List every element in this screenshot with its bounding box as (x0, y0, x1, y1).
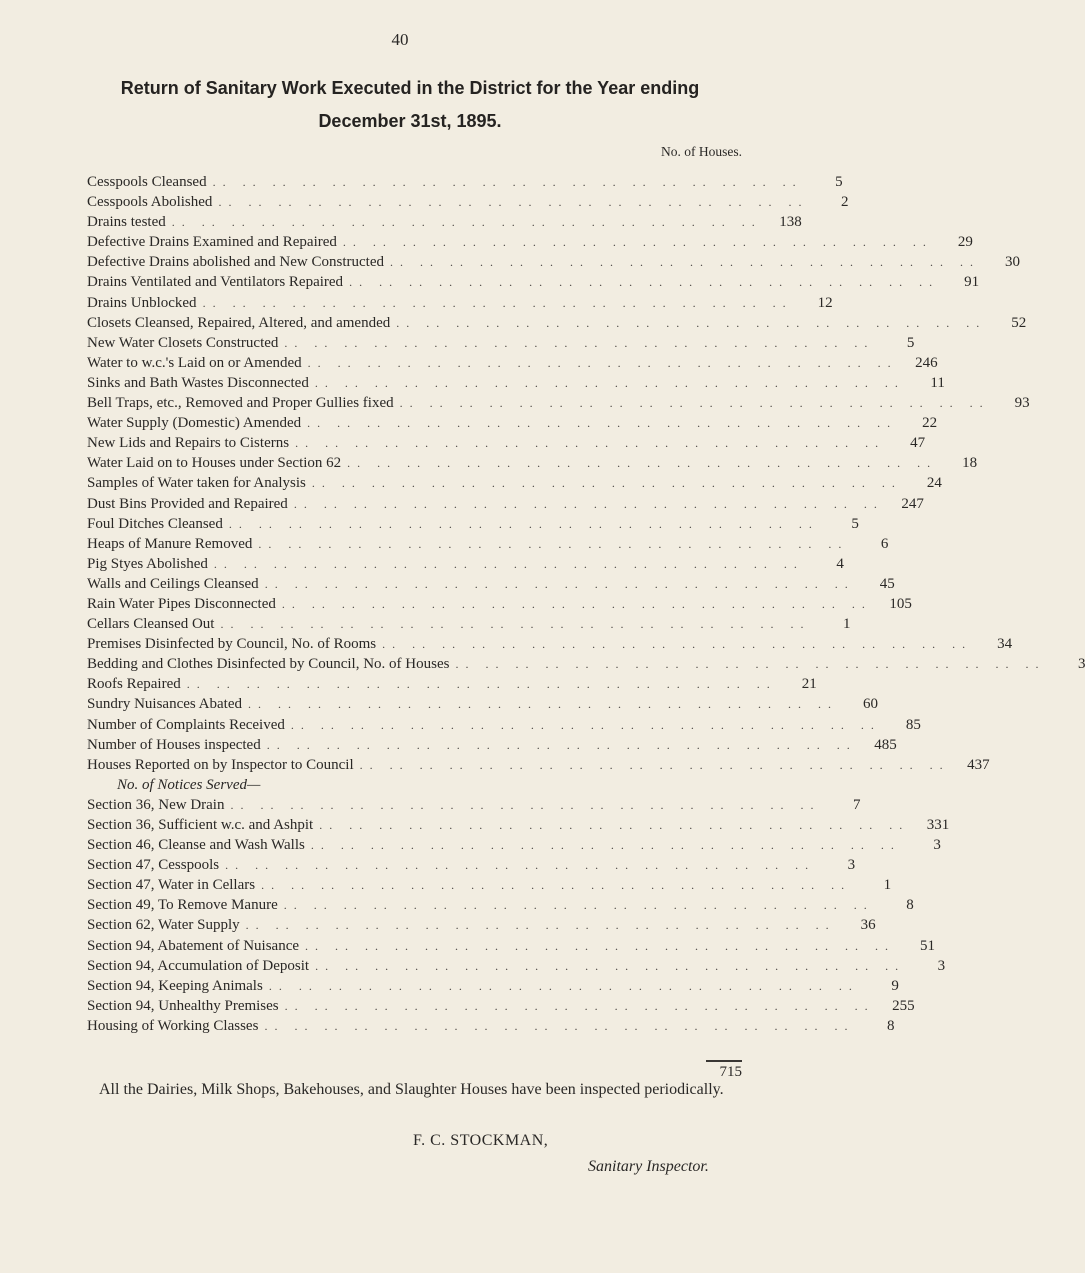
row-label: Dust Bins Provided and Repaired (87, 495, 288, 512)
table-row (87, 917, 876, 937)
leader-dots: .. .. .. .. .. .. .. .. .. .. .. .. .. .. .. .. .. .. .. .. (268, 978, 859, 993)
row-value: 331 (926, 817, 950, 833)
leader-dots: .. .. .. .. .. .. .. .. .. .. .. .. .. .. .. .. .. .. .. .. (347, 456, 938, 471)
row-label: Pig Styes Abolished (87, 555, 208, 572)
row-value: 5 (906, 334, 915, 351)
leader-dots: .. .. .. .. .. .. .. .. .. .. .. .. .. .. .. .. .. .. .. .. (261, 878, 852, 893)
leader-dots: .. .. .. .. .. .. .. .. .. .. .. .. .. .. .. .. .. .. .. .. (284, 998, 875, 1013)
table-row (87, 274, 980, 294)
leader-dots: .. .. .. .. .. .. .. .. .. .. .. .. .. .. .. .. .. .. .. .. (281, 596, 872, 611)
leader-dots: .. .. .. .. .. .. .. .. .. .. .. .. .. .. .. .. .. .. .. .. (295, 436, 886, 451)
row-label: Defective Drains abolished and New Constructed (87, 254, 384, 271)
leader-dots: .. .. .. .. .. .. .. .. .. .. .. .. .. .. .. .. .. .. .. .. (213, 556, 804, 571)
row-value: 5 (851, 515, 859, 532)
row-label: Water Laid on to Houses under Section 62 (87, 455, 342, 472)
row-value: 6 (880, 535, 889, 552)
row-label: Closets Cleansed, Repaired, Altered, and amended (87, 314, 391, 331)
table-row (87, 334, 915, 355)
row-label: Defective Drains Examined and Repaired (87, 234, 337, 251)
row-value: 7 (852, 796, 861, 813)
table-row (87, 435, 926, 455)
row-value: 485 (874, 736, 897, 753)
page-title: Return of Sanitary Work Executed in the District for the Year ending December 31st, 1895. (120, 78, 700, 131)
leader-dots: .. .. .. .. .. .. .. .. .. .. .. .. .. .. .. .. .. .. .. .. (247, 697, 838, 712)
section-subheading (87, 777, 742, 797)
leader-dots: .. .. .. .. .. .. .. .. .. .. .. .. .. .. .. .. .. .. .. .. (290, 717, 881, 732)
row-value: 22 (922, 415, 938, 432)
table-row (87, 254, 1020, 274)
leader-dots: .. .. .. .. .. .. .. .. .. .. .. .. .. .. .. .. .. .. .. .. (225, 858, 816, 873)
row-label: Water Supply (Domestic) Amended (87, 415, 302, 432)
leader-dots: .. .. .. .. .. .. .. .. .. .. .. .. .. .. .. .. .. .. .. .. (315, 958, 906, 973)
row-value: 18 (962, 455, 978, 472)
row-value: 93 (1014, 395, 1030, 412)
table-row (87, 957, 946, 978)
leader-dots: .. .. .. .. .. .. .. .. .. .. .. .. .. .. .. .. .. .. .. .. (283, 898, 874, 913)
row-value: 1 (842, 616, 851, 633)
leader-dots: .. .. .. .. .. .. .. .. .. .. .. .. .. .. .. .. .. .. .. .. (349, 275, 940, 290)
row-value: 9 (891, 977, 899, 994)
table-row (87, 395, 1030, 415)
inspection-note: All the Dairies, Milk Shops, Bakehouses, and Slaughter Houses have been inspected periodically. (99, 1081, 724, 1098)
row-value: 12 (817, 294, 833, 311)
table-row (87, 374, 945, 395)
row-label: Section 49, To Remove Manure (87, 897, 278, 914)
leader-dots: .. .. .. .. .. .. .. .. .. .. .. .. .. .. .. .. .. .. .. .. (319, 818, 910, 832)
table-row (87, 294, 833, 315)
row-value: 45 (879, 575, 895, 592)
row-value: 60 (862, 696, 878, 713)
row-label: New Lids and Repairs to Cisterns (87, 435, 290, 452)
row-value: 52 (1011, 314, 1027, 331)
row-label: Section 36, New Drain (87, 796, 225, 813)
row-value: 47 (910, 435, 926, 452)
row-value: 85 (905, 716, 921, 733)
table-row (87, 354, 938, 375)
table-row (87, 656, 1085, 676)
table-row (87, 515, 859, 536)
row-value: 21 (801, 676, 817, 693)
signature-title: Sanitary Inspector. (588, 1158, 709, 1175)
table-row (87, 455, 978, 475)
row-value: 8 (886, 1017, 895, 1034)
column-header: No. of Houses. (661, 144, 742, 159)
row-label: Water to w.c.'s Laid on or Amended (87, 354, 302, 371)
row-value: 11 (930, 374, 945, 391)
leader-dots: .. .. .. .. .. .. .. .. .. .. .. .. .. .. .. .. .. .. .. .. (307, 416, 898, 431)
row-label: Drains tested (87, 214, 166, 231)
table-row (87, 1017, 895, 1038)
row-value: 437 (967, 756, 990, 773)
row-label: Houses Reported on by Inspector to Council (87, 756, 354, 773)
row-value: 8 (906, 897, 914, 914)
table-row (87, 756, 990, 777)
leader-dots: .. .. .. .. .. .. .. .. .. .. .. .. .. .. .. .. .. .. .. .. (314, 375, 905, 390)
row-label: Rain Water Pipes Disconnected (87, 595, 276, 612)
leader-dots: .. .. .. .. .. .. .. .. .. .. .. .. .. .. .. .. .. .. .. .. (311, 476, 902, 491)
leader-dots: .. .. .. .. .. .. .. .. .. .. .. .. .. .. .. .. .. .. .. .. (382, 637, 973, 652)
leader-dots: .. .. .. .. .. .. .. .. .. .. .. .. .. .. .. .. .. .. .. .. (293, 496, 884, 511)
page-number: 40 (391, 30, 409, 49)
row-value: 3 (1077, 656, 1085, 673)
row-value: 30 (1005, 254, 1020, 271)
table-row (87, 535, 889, 556)
table-row (87, 857, 856, 877)
row-label: Section 94, Accumulation of Deposit (87, 957, 310, 974)
table-row (87, 636, 1013, 656)
row-value: 105 (889, 595, 912, 612)
table-row (87, 997, 915, 1018)
table-row (87, 897, 914, 917)
row-label: Roofs Repaired (87, 676, 181, 693)
leader-dots: .. .. .. .. .. .. .. .. .. .. .. .. .. .. .. .. .. .. .. .. (266, 737, 857, 752)
row-value: 2 (840, 194, 849, 211)
row-value: 36 (860, 917, 876, 934)
leader-dots: .. .. .. .. .. .. .. .. .. .. .. .. .. .. .. .. .. .. .. .. (284, 335, 875, 350)
row-value: 138 (779, 214, 802, 231)
row-value: 4 (836, 555, 844, 572)
table-row (87, 716, 921, 737)
row-value: 3 (933, 837, 941, 854)
row-label: Sundry Nuisances Abated (87, 696, 242, 713)
row-value: 3 (937, 957, 946, 974)
row-label: Heaps of Manure Removed (87, 535, 253, 552)
row-value: 91 (964, 274, 980, 291)
row-label: Samples of Water taken for Analysis (87, 475, 306, 492)
row-value: 24 (926, 475, 942, 492)
total-rule (706, 1060, 742, 1062)
table-row (87, 736, 897, 757)
row-label: Housing of Working Classes (87, 1017, 259, 1034)
row-label: Section 47, Cesspools (87, 857, 220, 874)
table-row (87, 194, 849, 214)
leader-dots: .. .. .. .. .. .. .. .. .. .. .. .. .. .. .. .. .. .. .. .. (307, 355, 898, 370)
table-row (87, 214, 802, 234)
table-row (87, 616, 851, 636)
row-label: Section 47, Water in Cellars (87, 877, 256, 894)
leader-dots: .. .. .. .. .. .. .. .. .. .. .. .. .. .. .. .. .. .. .. .. (230, 797, 821, 812)
signature-name: F. C. STOCKMAN, (413, 1132, 549, 1149)
row-label: Section 94, Unhealthy Premises (87, 997, 279, 1014)
leader-dots: .. .. .. .. .. .. .. .. .. .. .. .. .. .. .. .. .. .. .. .. (455, 657, 1046, 672)
leader-dots: .. .. .. .. .. .. .. .. .. .. .. .. .. .. .. .. .. .. .. .. (228, 516, 819, 531)
row-label: Number of Complaints Received (87, 716, 285, 733)
leader-dots: .. .. .. .. .. .. .. .. .. .. .. .. .. .. .. .. .. .. .. .. (186, 677, 777, 692)
table-row (87, 495, 924, 516)
table-row (87, 696, 878, 716)
row-label: Premises Disinfected by Council, No. of Rooms (87, 636, 377, 653)
leader-dots: .. .. .. .. .. .. .. .. .. .. .. .. .. .. .. .. .. .. .. .. (218, 195, 809, 210)
leader-dots: .. .. .. .. .. .. .. .. .. .. .. .. .. .. .. .. .. .. .. .. (258, 536, 849, 551)
table-row (87, 676, 817, 696)
table-row (87, 877, 892, 897)
row-label: Section 94, Keeping Animals (87, 977, 263, 994)
row-label: Section 46, Cleanse and Wash Walls (87, 837, 305, 854)
leader-dots: .. .. .. .. .. .. .. .. .. .. .. .. .. .. .. .. .. .. .. .. (399, 396, 990, 411)
row-value: 34 (997, 636, 1013, 653)
leader-dots: .. .. .. .. .. .. .. .. .. .. .. .. .. .. .. .. .. .. .. .. (212, 175, 803, 189)
leader-dots: .. .. .. .. .. .. .. .. .. .. .. .. .. .. .. .. .. .. .. .. (220, 617, 811, 632)
row-label: Cesspools Cleansed (87, 174, 207, 190)
row-value: 29 (957, 234, 973, 251)
table-row (87, 796, 861, 817)
leader-dots: .. .. .. .. .. .. .. .. .. .. .. .. .. .. .. .. .. .. .. .. (264, 576, 855, 591)
table-row (87, 174, 843, 194)
leader-dots: .. .. .. .. .. .. .. .. .. .. .. .. .. .. .. .. .. .. .. .. (202, 295, 793, 310)
total-value: 715 (719, 1064, 742, 1080)
row-label: Bedding and Clothes Disinfected by Council, No. of Houses (87, 656, 450, 673)
row-label: Drains Unblocked (87, 294, 197, 311)
table-row (87, 555, 844, 576)
row-label: Bell Traps, etc., Removed and Proper Gullies fixed (87, 395, 394, 412)
row-label: Sinks and Bath Wastes Disconnected (87, 374, 309, 391)
row-label: Section 94, Abatement of Nuisance (87, 937, 300, 954)
leader-dots: .. .. .. .. .. .. .. .. .. .. .. .. .. .. .. .. .. .. .. .. (310, 838, 901, 853)
row-label: Section 62, Water Supply (87, 917, 240, 934)
sanitary-work-table (87, 174, 1085, 1038)
row-value: 246 (915, 354, 938, 371)
leader-dots: .. .. .. .. .. .. .. .. .. .. .. .. .. .. .. .. .. .. .. .. (342, 235, 933, 250)
row-label: Walls and Ceilings Cleansed (87, 575, 259, 592)
table-row (87, 314, 1027, 335)
table-row (87, 475, 942, 495)
row-label: New Water Closets Constructed (87, 334, 279, 351)
row-label: Drains Ventilated and Ventilators Repaired (87, 274, 344, 291)
row-value: 255 (892, 997, 915, 1014)
leader-dots: .. .. .. .. .. .. .. .. .. .. .. .. .. .. .. .. .. .. .. .. (396, 315, 987, 330)
row-label: Number of Houses inspected (87, 736, 261, 753)
table-row (87, 234, 973, 254)
row-label: Section 36, Sufficient w.c. and Ashpit (87, 817, 314, 833)
leader-dots: .. .. .. .. .. .. .. .. .. .. .. .. .. .. .. .. .. .. .. .. (245, 918, 836, 933)
leader-dots: .. .. .. .. .. .. .. .. .. .. .. .. .. .. .. .. .. .. .. .. (390, 255, 980, 270)
row-value: 1 (883, 877, 892, 894)
leader-dots: .. .. .. .. .. .. .. .. .. .. .. .. .. .. .. .. .. .. .. .. (359, 757, 950, 772)
table-row (87, 595, 912, 616)
table-row (87, 977, 899, 998)
table-row (87, 575, 895, 596)
leader-dots: .. .. .. .. .. .. .. .. .. .. .. .. .. .. .. .. .. .. .. .. (264, 1018, 855, 1033)
row-label: Cesspools Abolished (87, 194, 213, 211)
table-row (87, 837, 941, 857)
table-row (87, 415, 938, 435)
table-row (87, 817, 950, 837)
row-label: Foul Ditches Cleansed (87, 515, 223, 532)
row-value: 51 (920, 937, 936, 954)
table-row (87, 937, 936, 958)
row-value: 247 (901, 495, 924, 512)
row-label: No. of Notices Served— (117, 776, 261, 793)
row-value: 3 (847, 857, 856, 874)
row-label: Cellars Cleansed Out (87, 616, 215, 633)
leader-dots: .. .. .. .. .. .. .. .. .. .. .. .. .. .. .. .. .. .. .. .. (305, 938, 896, 953)
leader-dots: .. .. .. .. .. .. .. .. .. .. .. .. .. .. .. .. .. .. .. .. (171, 215, 762, 230)
row-value: 5 (835, 174, 843, 190)
